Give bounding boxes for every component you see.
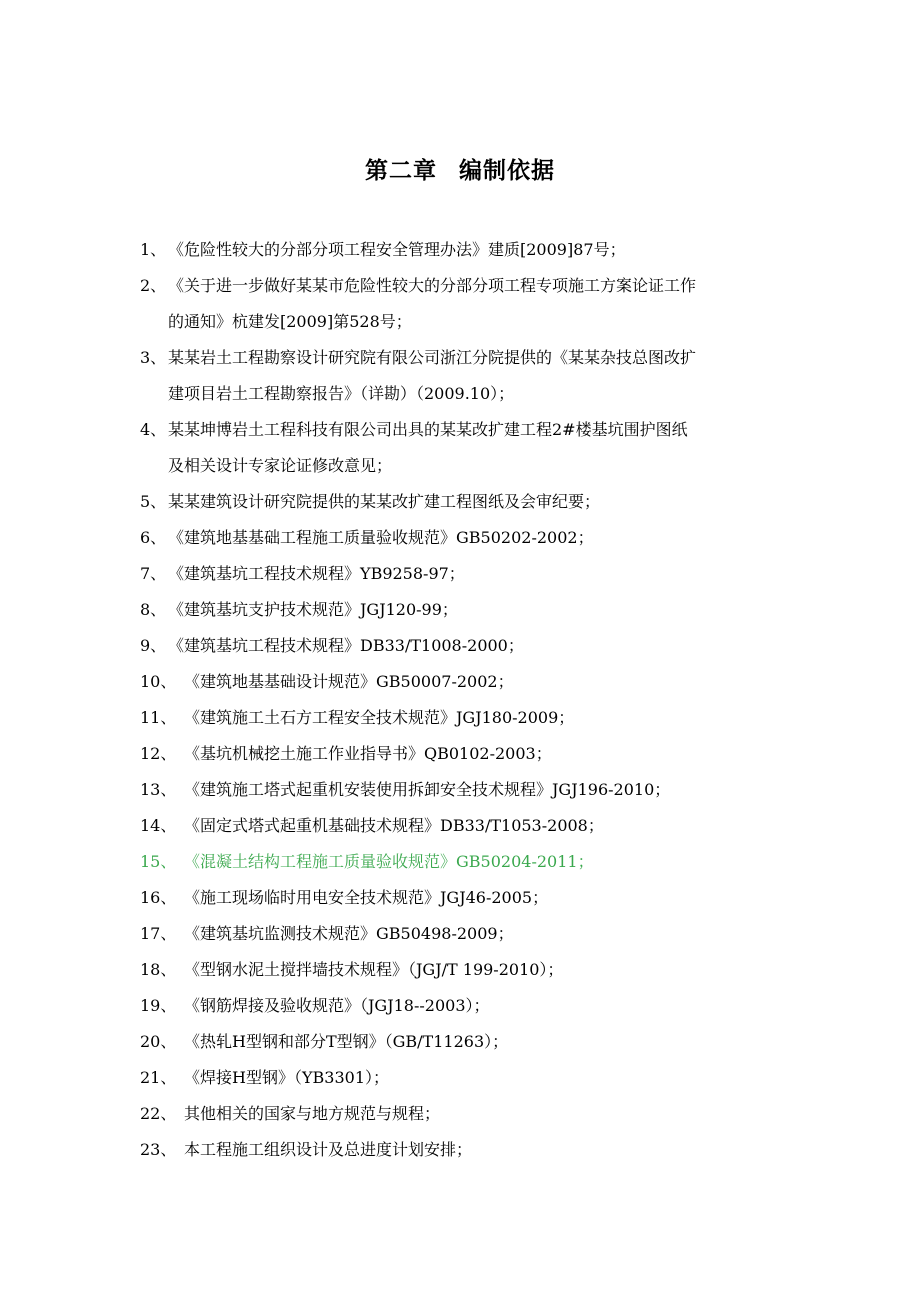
chapter-number: 第二章: [365, 158, 437, 184]
item-text: 《建筑地基基础设计规范》GB50007-2002；: [184, 672, 514, 691]
list-item: [0, 808, 920, 844]
item-number: 7、: [140, 564, 167, 583]
item-number: 16、: [140, 888, 177, 907]
list-item: [0, 1024, 920, 1060]
item-number: 4、: [140, 420, 167, 439]
item-text: 《建筑基坑工程技术规程》YB9258-97；: [168, 564, 465, 583]
list-item: [0, 988, 920, 1024]
item-text-continuation: 的通知》杭建发[2009]第528号；: [168, 312, 412, 331]
item-number: 20、: [140, 1032, 177, 1051]
list-item: [0, 664, 920, 700]
item-text: 《型钢水泥土搅拌墙技术规程》（JGJ/T 199-2010）；: [184, 960, 564, 979]
item-number: 2、: [140, 276, 167, 295]
item-number: 5、: [140, 492, 167, 511]
list-item: [0, 736, 920, 772]
item-text: 《基坑机械挖土施工作业指导书》QB0102-2003；: [184, 744, 552, 763]
list-item-highlighted: [0, 844, 920, 880]
list-item: [0, 880, 920, 916]
list-item: [0, 628, 920, 664]
item-text: 《热轧H型钢和部分T型钢》（GB/T11263）；: [184, 1032, 509, 1051]
list-item: [0, 1132, 920, 1168]
basis-list: [0, 232, 920, 1168]
item-number: 12、: [140, 744, 177, 763]
item-text: 《混凝土结构工程施工质量验收规范》GB50204-2011；: [184, 852, 594, 871]
item-number: 1、: [140, 240, 167, 259]
chapter-title: [0, 152, 920, 185]
item-text: 本工程施工组织设计及总进度计划安排；: [184, 1140, 473, 1159]
item-text: 《钢筋焊接及验收规范》（JGJ18--2003）；: [184, 996, 490, 1015]
item-text: 某某岩土工程勘察设计研究院有限公司浙江分院提供的《某某杂技总图改扩: [168, 348, 697, 367]
item-number: 19、: [140, 996, 177, 1015]
list-item: [0, 412, 920, 484]
list-item: [0, 592, 920, 628]
list-item: [0, 232, 920, 268]
item-text: 《建筑施工土石方工程安全技术规范》JGJ180-2009；: [184, 708, 575, 727]
item-text: 《关于进一步做好某某市危险性较大的分部分项工程专项施工方案论证工作: [168, 276, 697, 295]
item-text: 《建筑基坑工程技术规程》DB33/T1008-2000；: [168, 636, 524, 655]
item-text: 其他相关的国家与地方规范与规程；: [184, 1104, 441, 1123]
list-item: [0, 1096, 920, 1132]
item-text: 《建筑地基基础工程施工质量验收规范》GB50202-2002；: [168, 528, 594, 547]
item-number: 9、: [140, 636, 167, 655]
item-number: 15、: [140, 852, 177, 871]
item-number: 21、: [140, 1068, 177, 1087]
item-text: 《建筑基坑监测技术规范》GB50498-2009；: [184, 924, 514, 943]
item-text: 《建筑施工塔式起重机安装使用拆卸安全技术规程》JGJ196-2010；: [184, 780, 671, 799]
list-item: [0, 952, 920, 988]
item-number: 23、: [140, 1140, 177, 1159]
chapter-name: 编制依据: [459, 158, 555, 184]
item-text: 《危险性较大的分部分项工程安全管理办法》建质[2009]87号；: [168, 240, 626, 259]
item-number: 14、: [140, 816, 177, 835]
item-text: 《施工现场临时用电安全技术规范》JGJ46-2005；: [184, 888, 549, 907]
list-item: [0, 700, 920, 736]
item-number: 22、: [140, 1104, 177, 1123]
list-item: [0, 772, 920, 808]
item-number: 18、: [140, 960, 177, 979]
list-item: [0, 556, 920, 592]
item-text: 《焊接H型钢》（YB3301）；: [184, 1068, 389, 1087]
item-number: 10、: [140, 672, 177, 691]
list-item: [0, 1060, 920, 1096]
item-number: 11、: [140, 708, 177, 727]
item-text-continuation: 建项目岩土工程勘察报告》（详勘）（2009.10）；: [168, 384, 515, 403]
list-item: [0, 340, 920, 412]
item-number: 17、: [140, 924, 177, 943]
item-text-continuation: 及相关设计专家论证修改意见；: [168, 456, 393, 475]
list-item: [0, 520, 920, 556]
item-text: 某某建筑设计研究院提供的某某改扩建工程图纸及会审纪要；: [168, 492, 601, 511]
list-item: [0, 268, 920, 340]
item-number: 8、: [140, 600, 167, 619]
item-number: 13、: [140, 780, 177, 799]
item-number: 6、: [140, 528, 167, 547]
item-text: 《固定式塔式起重机基础技术规程》DB33/T1053-2008；: [184, 816, 604, 835]
item-text: 某某坤博岩土工程科技有限公司出具的某某改扩建工程2#楼基坑围护图纸: [168, 420, 688, 439]
item-text: 《建筑基坑支护技术规范》JGJ120-99；: [168, 600, 458, 619]
item-number: 3、: [140, 348, 167, 367]
list-item: [0, 484, 920, 520]
list-item: [0, 916, 920, 952]
